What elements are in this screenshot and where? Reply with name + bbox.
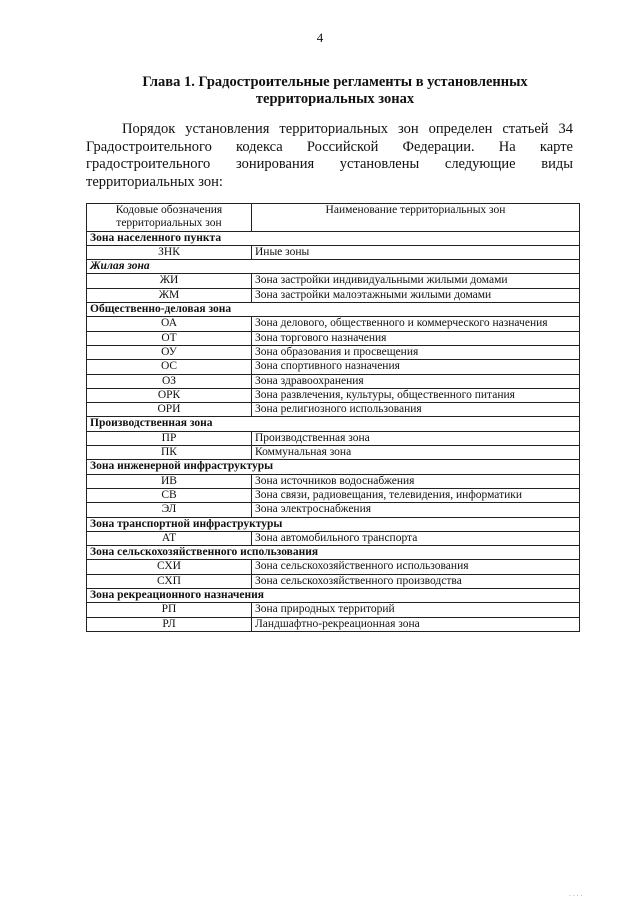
zone-name: Ландшафтно-рекреационная зона [252,617,580,631]
zones-table-body [87,204,580,632]
zone-code: ЖМ [87,288,252,302]
table-row [87,288,580,302]
zones-table [86,203,580,632]
section-row [87,517,580,531]
section-title: Производственная зона [87,417,580,431]
zone-name: Зона развлечения, культуры, общественного питания [252,388,580,402]
zone-name: Зона религиозного использования [252,403,580,417]
section-title: Зона населенного пункта [87,231,580,245]
zone-code: ИВ [87,474,252,488]
section-title: Зона инженерной инфраструктуры [87,460,580,474]
chapter-title-line-2: территориальных зонах [255,91,415,107]
zone-code: ОРК [87,388,252,402]
zone-name: Зона связи, радиовещания, телевидения, информатики [252,488,580,502]
section-title: Зона сельскохозяйственного использования [87,546,580,560]
zone-name: Производственная зона [252,431,580,445]
zone-code: ПР [87,431,252,445]
zone-code: ОУ [87,345,252,359]
zone-code: СХП [87,574,252,588]
header-code-cell: Кодовые обозначения территориальных зон [87,204,252,232]
zone-name: Иные зоны [252,245,580,259]
zone-code: ЭЛ [87,503,252,517]
zone-code: РП [87,603,252,617]
zone-name: Зона природных территорий [252,603,580,617]
table-row [87,331,580,345]
table-row [87,374,580,388]
table-row [87,274,580,288]
zone-name: Зона застройки индивидуальными жилыми домами [252,274,580,288]
section-title: Общественно-деловая зона [87,303,580,317]
scan-mark: · · · · [569,893,583,900]
section-title: Жилая зона [87,260,580,274]
table-row [87,245,580,259]
zone-name: Зона застройки малоэтажными жилыми домами [252,288,580,302]
table-row [87,431,580,445]
zone-code: ОС [87,360,252,374]
table-row [87,388,580,402]
zone-name: Зона делового, общественного и коммерческого назначения [252,317,580,331]
zone-code: ОЗ [87,374,252,388]
section-title: Зона рекреационного назначения [87,589,580,603]
header-name-cell: Наименование территориальных зон [252,204,580,232]
table-row [87,503,580,517]
intro-paragraph: Порядок установления территориальных зон определен статьей 34 Градостроительного кодекса Российской Федерации. На карте градостроительного зонирования установлены следующие виды территориальных зон: [86,121,573,190]
zone-code: ЗНК [87,245,252,259]
table-row [87,531,580,545]
table-row [87,360,580,374]
zone-name: Зона источников водоснабжения [252,474,580,488]
zone-code: РЛ [87,617,252,631]
chapter-title [110,74,560,108]
table-row [87,345,580,359]
zone-name: Зона сельскохозяйственного производства [252,574,580,588]
table-row [87,488,580,502]
table-row [87,474,580,488]
section-row [87,231,580,245]
zone-code: АТ [87,531,252,545]
zone-name: Зона спортивного назначения [252,360,580,374]
zone-name: Коммунальная зона [252,446,580,460]
zone-code: ПК [87,446,252,460]
zone-code: СХИ [87,560,252,574]
table-row [87,574,580,588]
section-title: Зона транспортной инфраструктуры [87,517,580,531]
table-row [87,446,580,460]
section-row [87,460,580,474]
zone-name: Зона образования и просвещения [252,345,580,359]
section-row [87,260,580,274]
section-row [87,417,580,431]
table-row [87,617,580,631]
table-row [87,560,580,574]
section-row [87,546,580,560]
zone-code: ОРИ [87,403,252,417]
zone-code: ОТ [87,331,252,345]
table-row [87,603,580,617]
zone-name: Зона автомобильного транспорта [252,531,580,545]
table-header-row [87,204,580,232]
table-row [87,317,580,331]
table-row [87,403,580,417]
zone-name: Зона сельскохозяйственного использования [252,560,580,574]
chapter-title-line-1: Глава 1. Градостроительные регламенты в установленных [142,74,528,90]
section-row [87,589,580,603]
zone-name: Зона здравоохранения [252,374,580,388]
zone-name: Зона торгового назначения [252,331,580,345]
zone-name: Зона электроснабжения [252,503,580,517]
section-row [87,303,580,317]
zone-code: ЖИ [87,274,252,288]
page-number: 4 [316,30,324,45]
zone-code: СВ [87,488,252,502]
zone-code: ОА [87,317,252,331]
